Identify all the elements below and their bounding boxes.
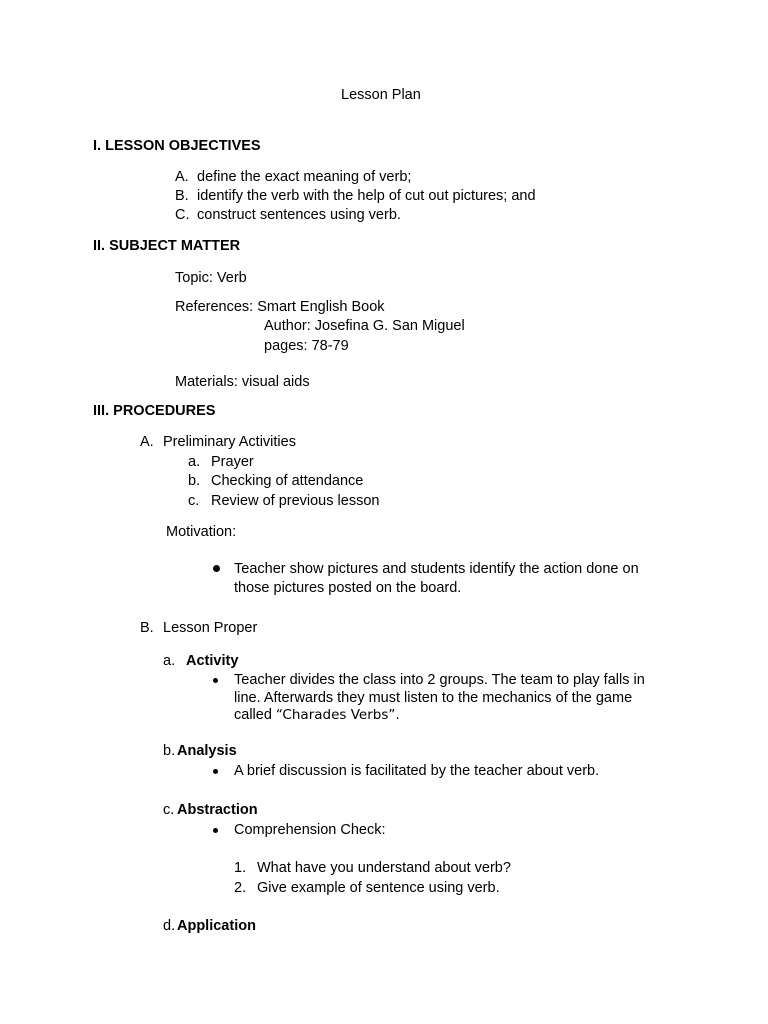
motivation-text-line: those pictures posted on the board. xyxy=(234,580,462,596)
question-text: What have you understand about verb? xyxy=(257,860,511,876)
author-line: Author: Josefina G. San Miguel xyxy=(264,318,465,334)
objective-text: construct sentences using verb. xyxy=(197,207,401,223)
application-label: d. xyxy=(163,918,176,934)
objective-text: identify the verb with the help of cut out pictures; and xyxy=(197,188,536,204)
preliminary-item-label: c. xyxy=(188,493,200,509)
bullet-icon xyxy=(213,565,220,572)
preliminary-title: Preliminary Activities xyxy=(163,434,296,450)
abstraction-label: c. xyxy=(163,802,175,818)
preliminary-label: A. xyxy=(140,434,154,450)
activity-text-line xyxy=(234,707,400,724)
lesson-proper-title: Lesson Proper xyxy=(163,620,258,636)
activity-text-line: Teacher divides the class into 2 groups. The team to play falls in xyxy=(234,672,645,688)
abstraction-title: Abstraction xyxy=(177,802,258,818)
lesson-proper-label: B. xyxy=(140,620,154,636)
motivation-label: Motivation: xyxy=(166,524,237,540)
objective-label: C. xyxy=(175,207,190,223)
bullet-icon xyxy=(213,678,218,683)
activity-label: a. xyxy=(163,653,176,669)
question-label: 2. xyxy=(234,880,247,896)
objective-label: B. xyxy=(175,188,189,204)
preliminary-item: Prayer xyxy=(211,454,254,470)
preliminary-item: Checking of attendance xyxy=(211,473,364,489)
procedures-heading: III. PROCEDURES xyxy=(93,403,216,419)
activity-game-name: “Charades Verbs”. xyxy=(275,707,400,723)
activity-title: Activity xyxy=(186,653,239,669)
bullet-icon xyxy=(213,828,218,833)
objective-label: A. xyxy=(175,169,189,185)
analysis-text: A brief discussion is facilitated by the teacher about verb. xyxy=(234,763,600,779)
bullet-icon xyxy=(213,769,218,774)
motivation-text-line: Teacher show pictures and students identify the action done on xyxy=(234,561,639,577)
page-title: Lesson Plan xyxy=(341,87,421,103)
references-line: References: Smart English Book xyxy=(175,299,385,315)
activity-text-line: line. Afterwards they must listen to the mechanics of the game xyxy=(234,690,633,706)
preliminary-item-label: b. xyxy=(188,473,201,489)
objectives-heading: I. LESSON OBJECTIVES xyxy=(93,138,261,154)
materials-line: Materials: visual aids xyxy=(175,374,310,390)
preliminary-item: Review of previous lesson xyxy=(211,493,380,509)
analysis-label: b. xyxy=(163,743,176,759)
analysis-title: Analysis xyxy=(177,743,237,759)
question-text: Give example of sentence using verb. xyxy=(257,880,500,896)
subject-matter-heading: II. SUBJECT MATTER xyxy=(93,238,241,254)
activity-called-text: called xyxy=(234,707,276,723)
topic-line: Topic: Verb xyxy=(175,270,247,286)
question-label: 1. xyxy=(234,860,247,876)
abstraction-bullet-text: Comprehension Check: xyxy=(234,822,386,838)
application-title: Application xyxy=(177,918,256,934)
preliminary-item-label: a. xyxy=(188,454,201,470)
pages-line: pages: 78-79 xyxy=(264,338,349,354)
objective-text: define the exact meaning of verb; xyxy=(197,169,412,185)
